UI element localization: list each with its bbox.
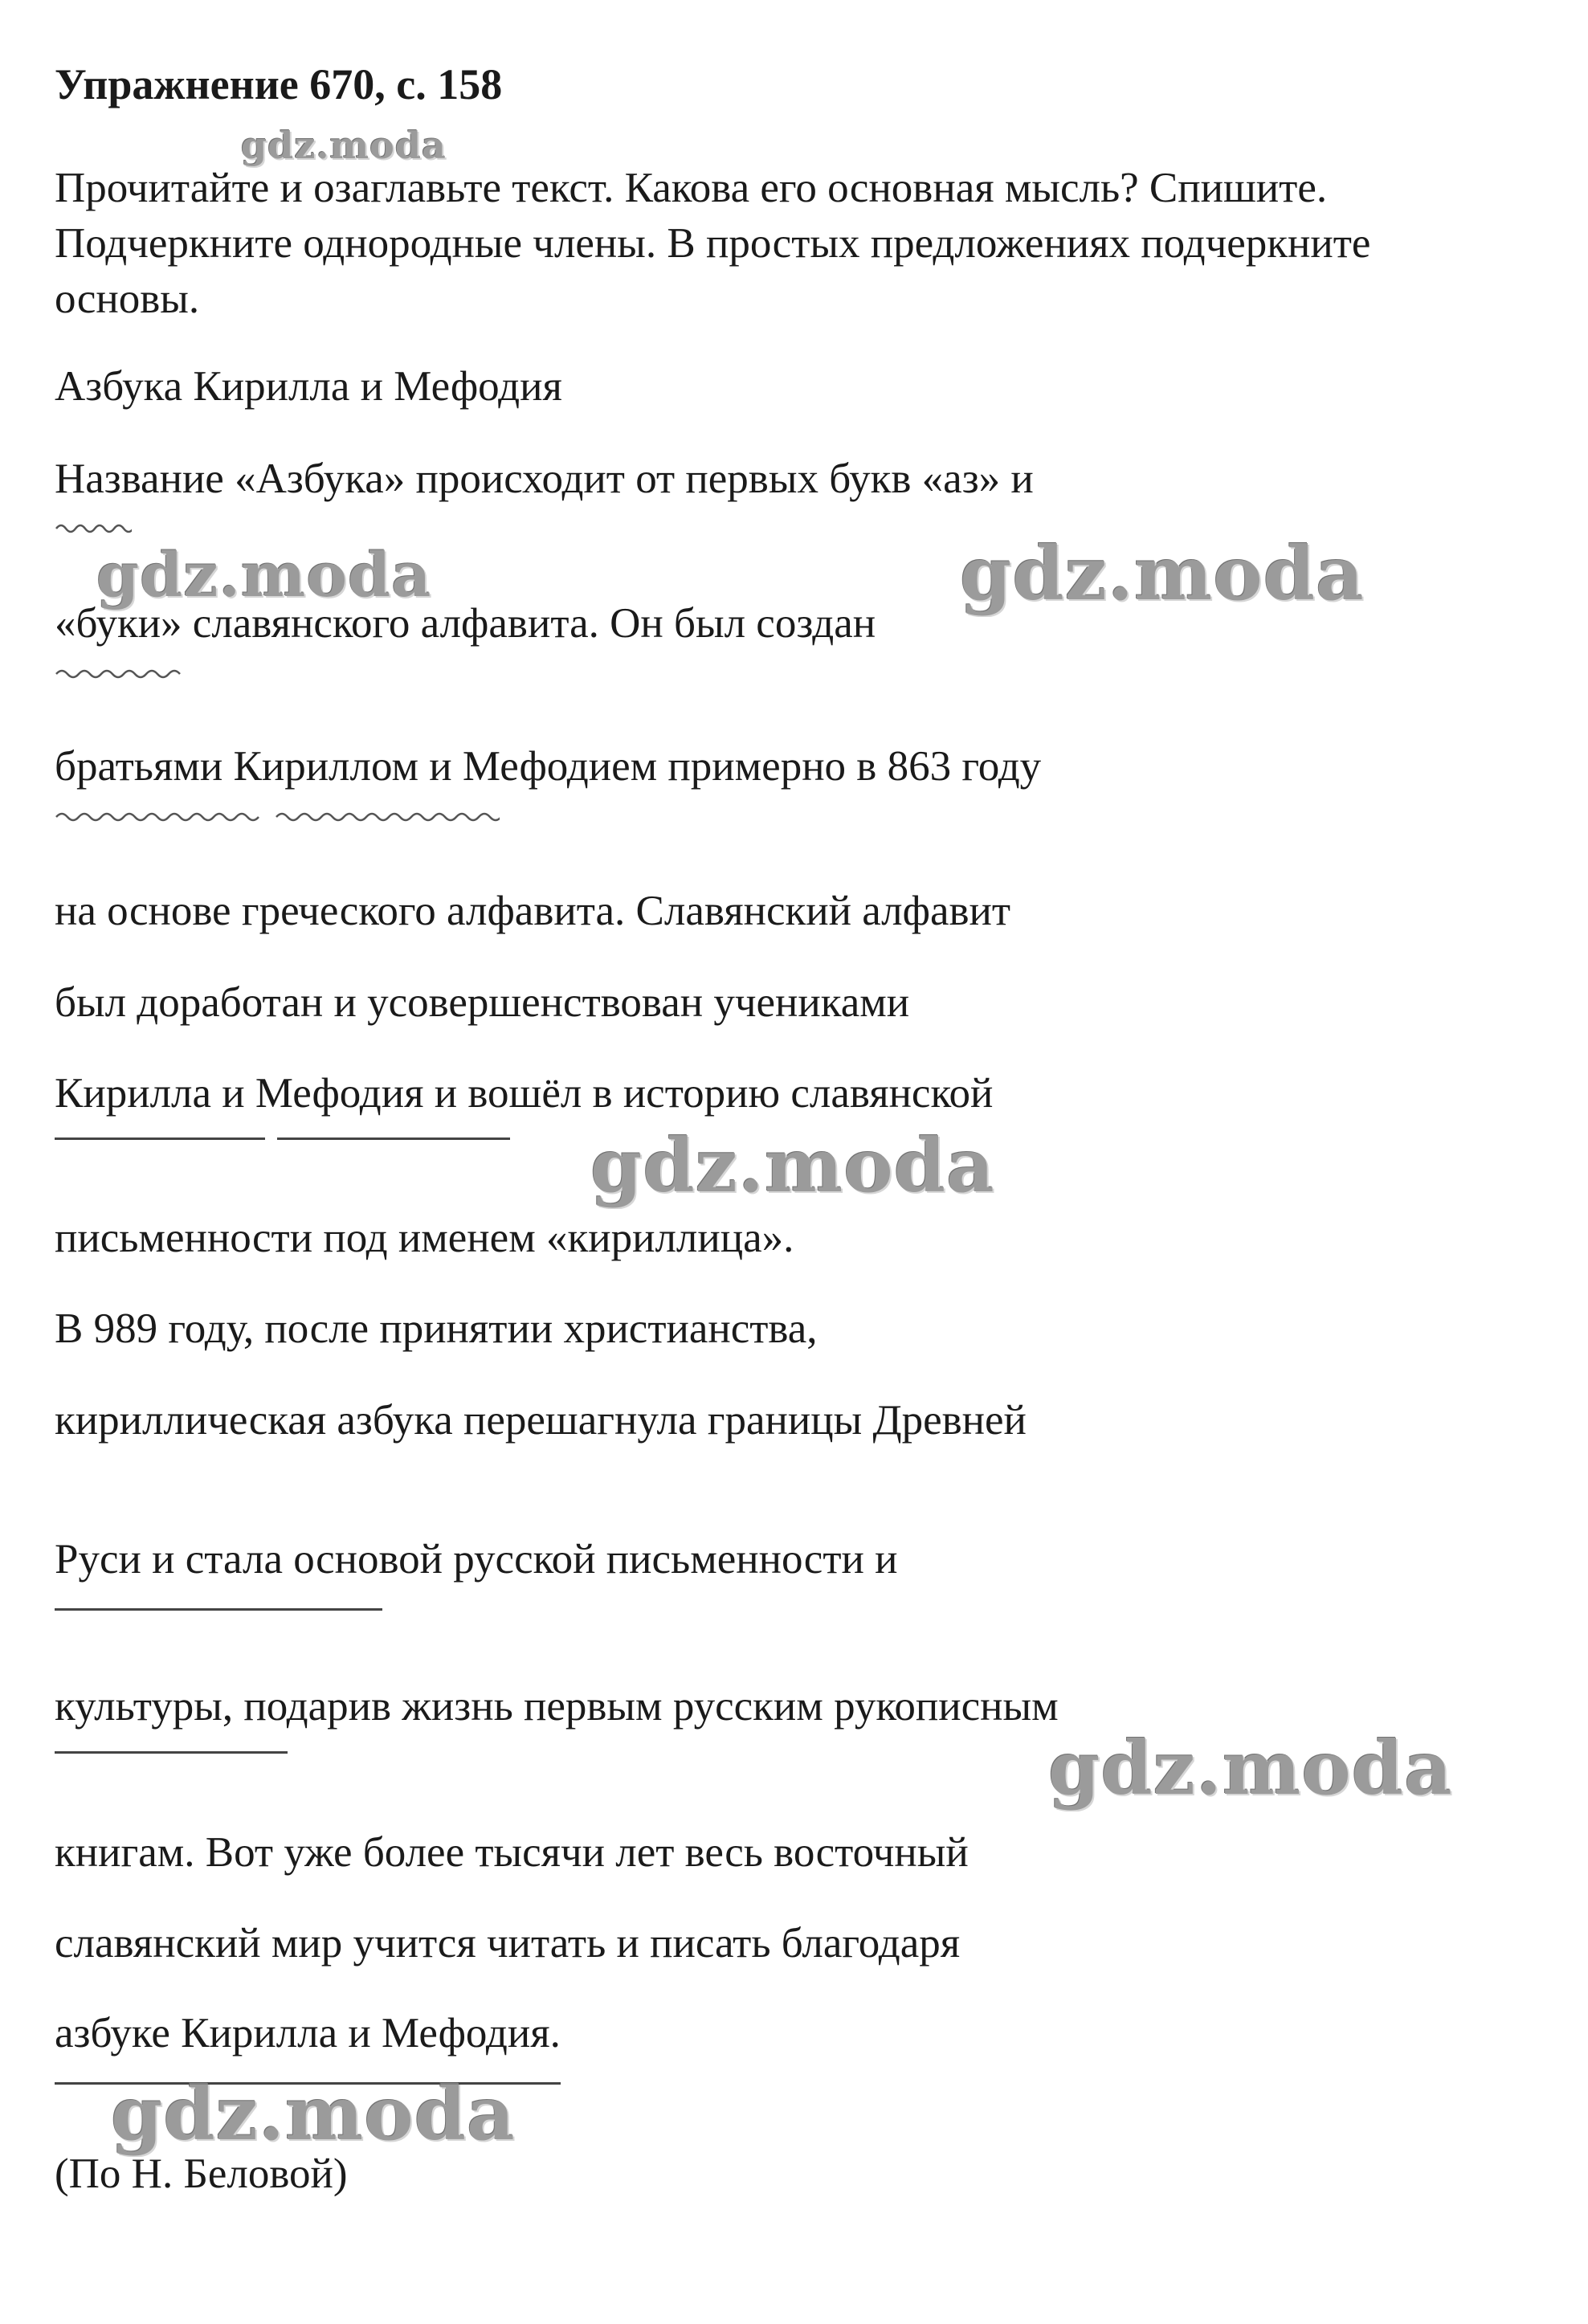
watermark-logo: gdz.moda [111,2070,516,2157]
text-line: был доработан и усовершенствован учениками [55,979,910,1026]
wavy-underline [55,664,183,684]
text-line: Кирилла и Мефодия и вошёл в историю славянской [55,1070,994,1117]
wavy-underline [275,807,500,827]
text-line: на основе греческого алфавита. Славянский алфавит [55,888,1011,934]
straight-underline [55,1751,288,1754]
text-line: «буки» славянского алфавита. Он был создан [55,600,876,647]
watermark-logo: gdz.moda [960,530,1365,617]
text-line: славянский мир учится читать и писать благодаря [55,1920,961,1967]
text-line: культуры, подарив жизнь первым русским рукописным [55,1683,1059,1730]
exercise-heading: Упражнение 670, с. 158 [55,60,503,108]
task-line: Подчеркните однородные члены. В простых предложениях подчеркните [55,220,1371,267]
task-line: Прочитайте и озаглавьте текст. Какова его основная мысль? Спишите. [55,165,1328,211]
straight-underline [277,1137,510,1140]
text-line: книгам. Вот уже более тысячи лет весь восточный [55,1829,969,1876]
task-line: основы. [55,276,200,322]
text-line: Название «Азбука» происходит от первых букв «аз» и [55,455,1034,502]
text-line: Руси и стала основой русской письменности и [55,1536,898,1583]
straight-underline [55,1137,265,1140]
wavy-underline [55,807,263,827]
text-line: братьями Кириллом и Мефодием примерно в 863 году [55,743,1042,790]
watermark-logo: gdz.moda [590,1122,995,1209]
text-line: кириллическая азбука перешагнула границы Древней [55,1397,1027,1444]
text-line: азбуке Кирилла и Мефодия. [55,2010,561,2056]
watermark-logo: gdz.moda [241,124,447,167]
text-line: письменности под именем «кириллица». [55,1215,794,1261]
task-instructions [55,161,1533,327]
watermark-logo: gdz.moda [96,539,432,611]
watermark-logo: gdz.moda [1048,1725,1453,1811]
text-line: В 989 году, после принятии христианства, [55,1305,818,1352]
straight-underline [55,1608,382,1611]
source-attribution: (По Н. Беловой) [55,2150,348,2197]
wavy-underline [55,518,132,539]
text-title: Азбука Кирилла и Мефодия [55,363,562,410]
